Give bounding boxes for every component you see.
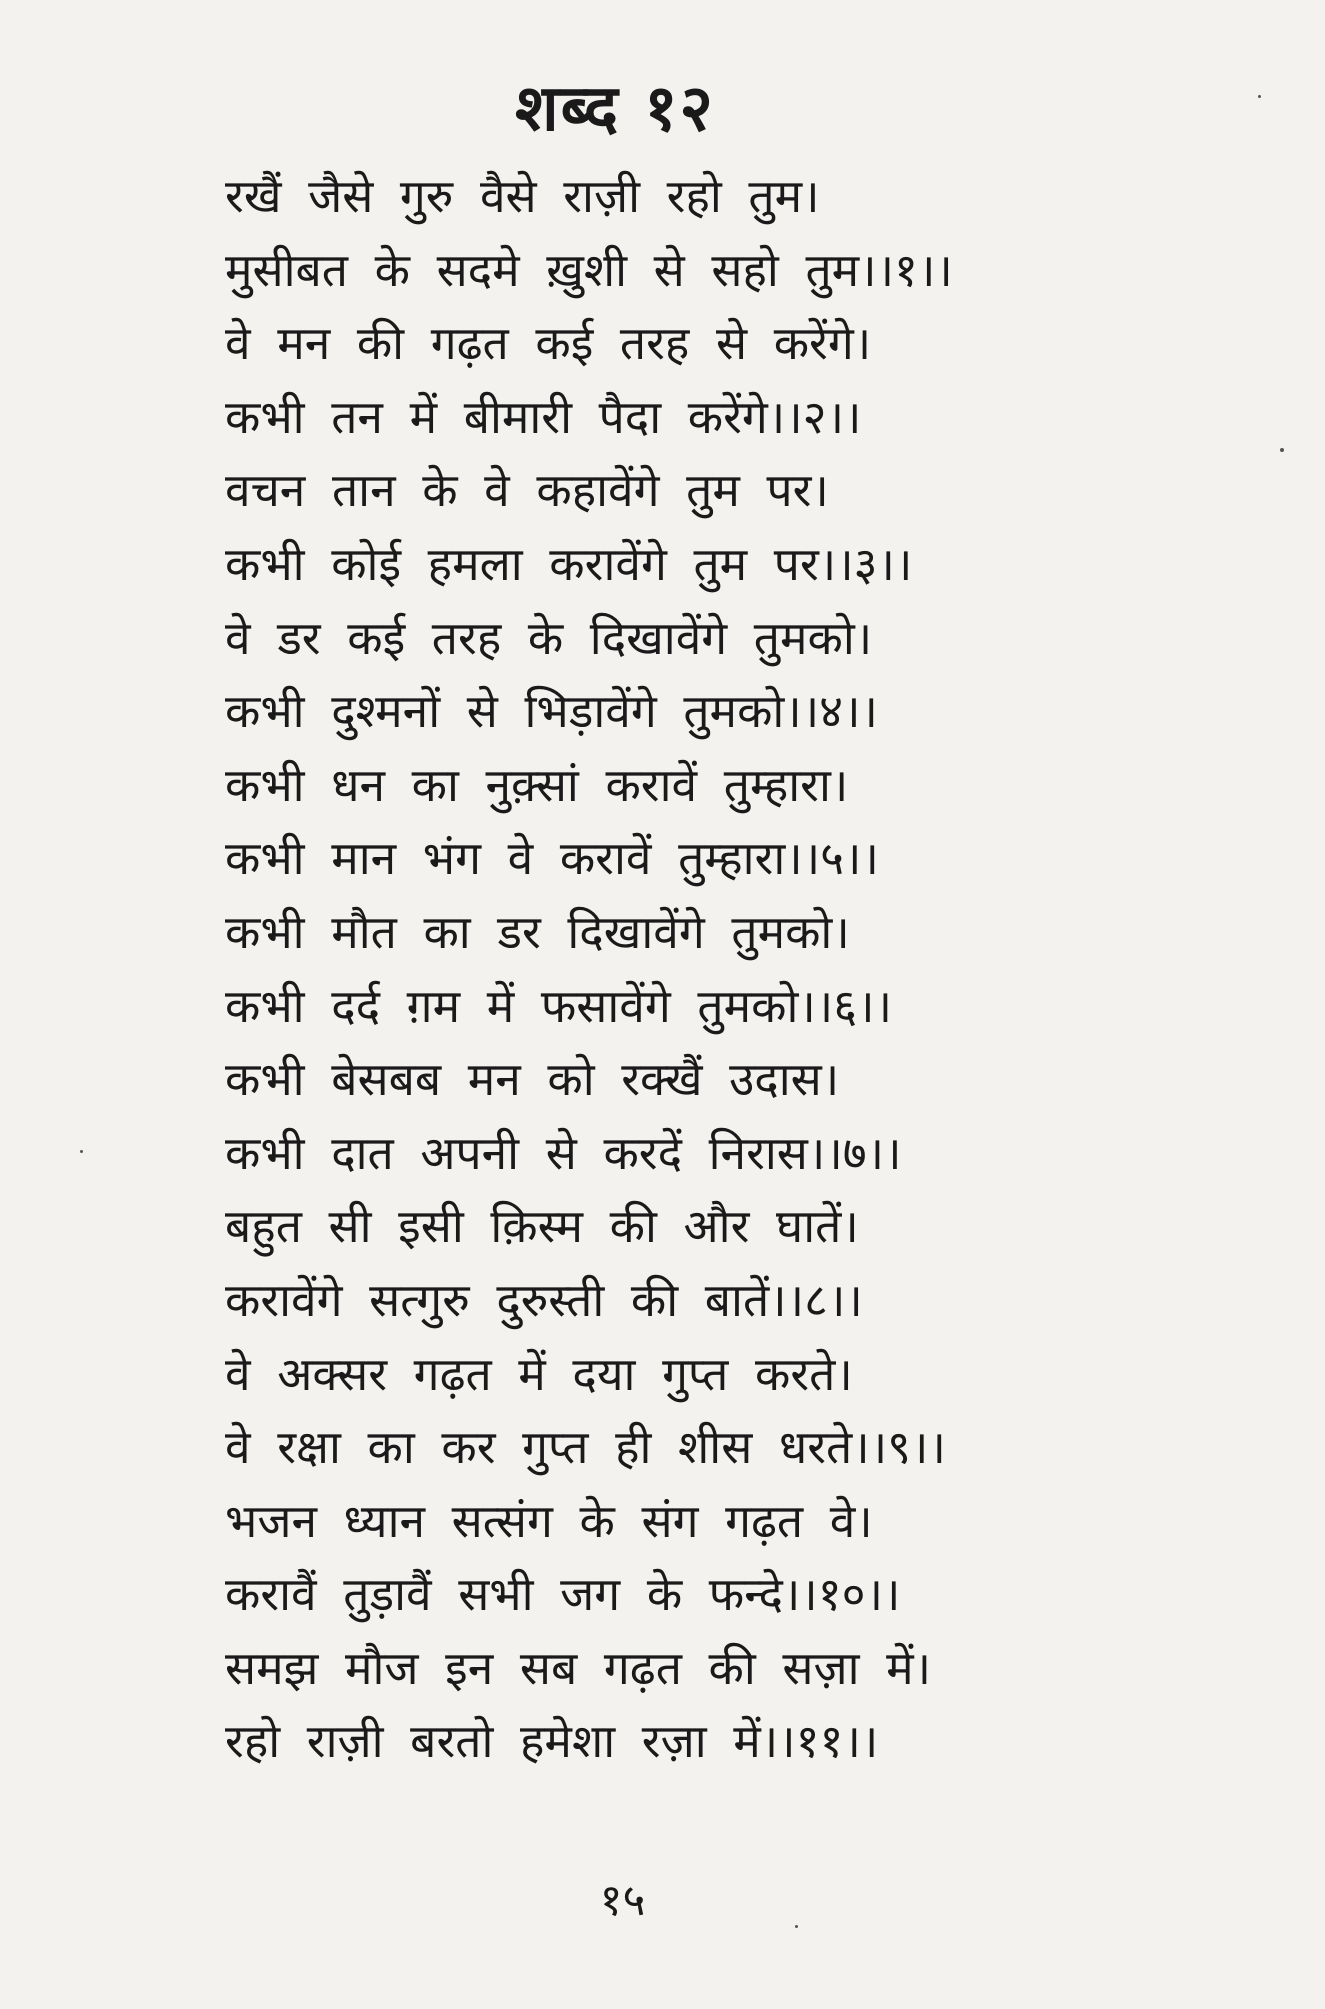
verse-line: रहो राज़ी बरतो हमेशा रज़ा में।।११।।	[225, 1714, 879, 1769]
page-title: शब्द १२	[515, 72, 715, 146]
paper-speck	[1258, 95, 1261, 98]
verse-line: करावैं तुड़ावैं सभी जग के फन्दे।।१०।।	[225, 1567, 901, 1622]
paper-speck	[795, 1925, 798, 1928]
verse-line: कभी दात अपनी से करदें निरास।।७।।	[225, 1125, 902, 1180]
verse-line: कभी मान भंग वे करावें तुम्हारा।।५।।	[225, 831, 879, 886]
paper-speck	[80, 1150, 83, 1153]
verse-line: कभी दुश्मनों से भिड़ावेंगे तुमको।।४।।	[225, 684, 878, 739]
verse-line: बहुत सी इसी क़िस्म की और घातें।	[225, 1199, 859, 1254]
verse-block	[225, 160, 1145, 1779]
verse-line: मुसीबत के सदमे ख़ुशी से सहो तुम।।१।।	[225, 242, 953, 297]
verse-line: वचन तान के वे कहावेंगे तुम पर।	[225, 463, 829, 518]
verse-line: कभी धन का नुक़्सां करावें तुम्हारा।	[225, 757, 849, 812]
verse-line: रखैं जैसे गुरु वैसे राज़ी रहो तुम।	[225, 169, 820, 223]
verse-line: वे मन की गढ़त कई तरह से करेंगे।	[225, 316, 872, 371]
paper-speck	[1280, 448, 1284, 452]
verse-line: भजन ध्यान सत्संग के संग गढ़त वे।	[225, 1493, 873, 1548]
verse-line: करावेंगे सत्गुरु दुरुस्ती की बातें।।८।।	[225, 1272, 863, 1327]
verse-line: कभी तन में बीमारी पैदा करेंगे।।२।।	[225, 389, 862, 444]
verse-line: वे रक्षा का कर गुप्त ही शीस धरते।।९।।	[225, 1420, 946, 1475]
verse-line: कभी दर्द ग़म में फसावेंगे तुमको।।६।।	[225, 978, 893, 1033]
page-number: १५	[599, 1875, 646, 1926]
verse-line: कभी बेसबब मन को रक्खैं उदास।	[225, 1052, 840, 1107]
verse-line: कभी कोई हमला करावेंगे तुम पर।।३।।	[225, 536, 913, 591]
verse-line: वे डर कई तरह के दिखावेंगे तुमको।	[225, 610, 873, 665]
verse-line: कभी मौत का डर दिखावेंगे तुमको।	[225, 904, 850, 959]
verse-line: वे अक्सर गढ़त में दया गुप्त करते।	[225, 1346, 853, 1401]
verse-line: समझ मौज इन सब गढ़त की सज़ा में।	[225, 1640, 932, 1695]
